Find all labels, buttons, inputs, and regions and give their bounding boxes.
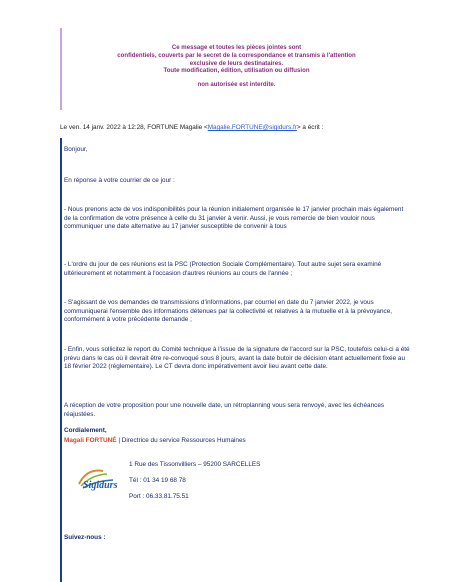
disclaimer-line: exclusive de leurs destinataires. [189,59,284,67]
sigidurs-logo [73,462,121,496]
reply-header-suffix: > a écrit : [296,124,324,131]
quoted-message-bar [60,138,62,582]
intro-paragraph: En réponse à votre courrier de ce jour : [64,177,175,185]
disclaimer-line: Toute modification, édition, utilisation ou diffusion [163,67,310,75]
disclaimer-line: confidentiels, couverts par le secret de la correspondance et transmis à l'attention [117,51,356,59]
reply-header-prefix: Le ven. 14 janv. 2022 à 12:28, FORTUNE Magalie < [60,124,208,131]
paragraph-1: - Nous prenons acte de vos indisponibilités pour la réunion initialement organisée le 17 janvier prochain mais également de la confirmation de votre présence à celle du 31 janvier à venir. Aussi, je vous remercie de bien vouloir nous communiquer une date alternative au 17 janvier susceptible de convenir à tous [64,206,404,230]
signature-name: Magali FORTUNÉ [64,437,117,444]
closing: Cordialement, [64,427,107,435]
paragraph-3: - S'agissant de vos demandes de transmissions d'informations, par courriel en date du 7 janvier 2022, je vous communiquerai l'ensemble des informations détenues par la collectivité et relatives à la mutuelle et à la prévoyance, conformément à votre précédente demande ; [64,299,393,323]
follow-us-label: Suivez-nous : [64,534,106,542]
paragraph-4: - Enfin, vous sollicitez le report du Comité technique à l'issue de la signature de l'accord sur la PSC, toutefois celui-ci a été prévu dans le cas où il devrait être re-convoqué sous 8 jours, avant la date butoir de décision étant actuellement fixée au 18 février 2022 (réglementaire). Le CT devra donc impérativement avoir lieu avant cette date. [64,346,410,370]
signature-address: 1 Rue des Tissonvilliers – 95200 SARCELLES [129,461,261,469]
disclaimer-quote-bar [60,28,62,110]
sender-email-link[interactable]: Magalie.FORTUNE@sigidurs.fr [207,124,297,131]
signature-mobile: Port : 06.33.81.75.51 [129,493,189,501]
confidentiality-disclaimer [64,44,409,89]
signature-phone: Tél : 01 34 19 68 78 [129,477,186,485]
signature-title: | Directrice du service Ressources Humaines [116,437,246,444]
disclaimer-line: Ce message et toutes les pièces jointes sont [171,44,302,51]
disclaimer-line: non autorisée est interdite. [197,81,276,89]
paragraph-2: - L'ordre du jour de ces réunions est la PSC (Protection Sociale Complémentaire). Tout autre sujet sera examiné ultérieurement et notamment à l'occasion d'autres réunions au cours de l'année ; [64,261,382,277]
greeting: Bonjour, [64,146,88,154]
paragraph-5: A réception de votre proposition pour une nouvelle date, un rétroplanning vous sera renvoyé, avec les échéances réajustées. [64,402,385,418]
reply-header [60,124,323,131]
logo-wordmark: Sigidurs [83,480,118,491]
signature-line [64,437,246,445]
